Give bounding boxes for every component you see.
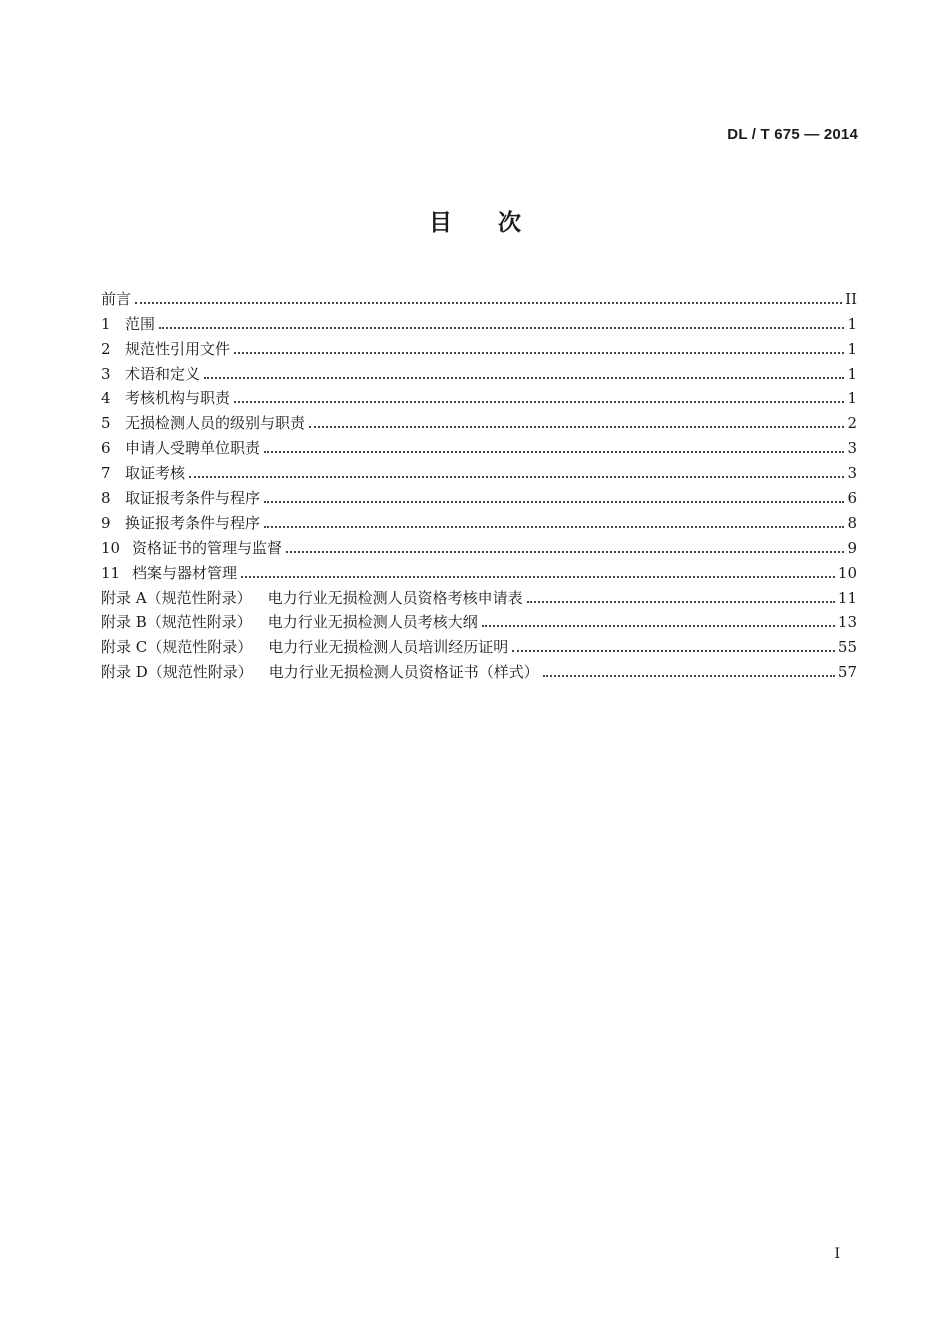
toc-entry-page: 3 <box>847 464 857 483</box>
toc-entry-label: 范围 <box>125 314 156 333</box>
toc-entry-page: 57 <box>837 663 857 682</box>
toc-entry-number: 7 <box>101 464 111 483</box>
toc-leader <box>286 551 844 553</box>
toc-entry-number: 2 <box>101 339 111 358</box>
toc-title-part2: 次 <box>498 210 521 236</box>
toc-entry-label: 无损检测人员的级别与职责 <box>125 414 306 433</box>
toc-entry-label: 术语和定义 <box>125 364 201 383</box>
toc-entry-number: 5 <box>101 414 111 433</box>
toc-leader <box>512 650 835 652</box>
toc-leader <box>241 576 835 578</box>
toc-entry-page: 8 <box>847 513 857 532</box>
toc-leader <box>309 426 844 428</box>
toc-entry-label: 规范性引用文件 <box>125 339 231 358</box>
toc-entry-appendix-d[interactable] <box>101 657 857 682</box>
toc-entry-9[interactable] <box>101 508 857 533</box>
toc-entry-label: 换证报考条件与程序 <box>125 513 261 532</box>
toc-leader <box>189 476 844 478</box>
toc-leader <box>543 675 835 677</box>
toc-entry-8[interactable] <box>101 483 857 508</box>
toc-entry-number: 1 <box>101 314 111 333</box>
toc-entry-foreword[interactable] <box>101 284 857 309</box>
toc-entry-label: 电力行业无损检测人员培训经历证明 <box>268 638 509 657</box>
toc-entry-label: 电力行业无损检测人员资格证书（样式） <box>268 663 539 682</box>
toc-leader <box>264 526 844 528</box>
toc-leader <box>159 327 844 329</box>
toc-entry-label: 资格证书的管理与监督 <box>132 538 283 557</box>
toc-leader <box>264 451 844 453</box>
page-number: I <box>834 1246 840 1262</box>
toc-entry-label: 电力行业无损检测人员资格考核申请表 <box>267 588 523 607</box>
toc-appendix-tag: 附录 C（规范性附录） <box>101 638 253 657</box>
toc-entry-appendix-c[interactable] <box>101 632 857 657</box>
toc-entry-number: 4 <box>101 389 111 408</box>
toc-entry-page: 1 <box>847 364 857 383</box>
toc-entry-number: 10 <box>101 538 121 557</box>
toc-entry-page: 1 <box>847 339 857 358</box>
toc-entry-page: II <box>845 289 857 308</box>
toc-title-part1: 目 <box>429 210 452 236</box>
toc-leader <box>482 625 835 627</box>
toc-leader <box>264 501 844 503</box>
toc-entry-page: 13 <box>837 613 857 632</box>
toc-entry-page: 10 <box>837 563 857 582</box>
toc-entry-number: 6 <box>101 439 111 458</box>
toc-entry-page: 1 <box>847 389 857 408</box>
toc-entry-label: 取证报考条件与程序 <box>125 489 261 508</box>
toc-entry-page: 11 <box>837 588 857 607</box>
toc-entry-number: 11 <box>101 563 121 582</box>
toc-leader <box>204 377 844 379</box>
toc-entry-label: 取证考核 <box>125 464 186 483</box>
toc-entry-7[interactable] <box>101 458 857 483</box>
toc-leader <box>135 302 842 304</box>
toc-entry-label: 考核机构与职责 <box>125 389 231 408</box>
toc-entry-5[interactable] <box>101 408 857 433</box>
toc-entry-appendix-a[interactable] <box>101 583 857 608</box>
toc-title <box>0 204 950 237</box>
toc-entry-label: 前言 <box>101 289 132 308</box>
toc-entry-page: 3 <box>847 439 857 458</box>
toc-entry-appendix-b[interactable] <box>101 608 857 633</box>
toc-entry-number: 9 <box>101 513 111 532</box>
toc-entry-2[interactable] <box>101 334 857 359</box>
toc-leader <box>527 601 835 603</box>
toc-entry-11[interactable] <box>101 558 857 583</box>
toc-entry-number: 8 <box>101 489 111 508</box>
toc-leader <box>234 352 844 354</box>
toc-entry-label: 电力行业无损检测人员考核大纲 <box>267 613 478 632</box>
toc-entry-3[interactable] <box>101 359 857 384</box>
toc-entry-page: 2 <box>847 414 857 433</box>
document-code: DL / T 675 — 2014 <box>727 126 858 143</box>
toc-appendix-tag: 附录 B（规范性附录） <box>101 613 252 632</box>
toc-appendix-tag: 附录 A（规范性附录） <box>101 588 252 607</box>
toc-appendix-tag: 附录 D（规范性附录） <box>101 663 253 682</box>
toc-entry-page: 6 <box>847 489 857 508</box>
table-of-contents <box>101 284 857 682</box>
toc-entry-page: 1 <box>847 314 857 333</box>
toc-entry-4[interactable] <box>101 384 857 409</box>
toc-entry-label: 档案与器材管理 <box>132 563 238 582</box>
toc-entry-1[interactable] <box>101 309 857 334</box>
toc-leader <box>234 401 844 403</box>
toc-entry-number: 3 <box>101 364 111 383</box>
toc-entry-10[interactable] <box>101 533 857 558</box>
toc-entry-6[interactable] <box>101 433 857 458</box>
toc-entry-page: 55 <box>837 638 857 657</box>
toc-entry-label: 申请人受聘单位职责 <box>125 439 261 458</box>
toc-entry-page: 9 <box>847 538 857 557</box>
